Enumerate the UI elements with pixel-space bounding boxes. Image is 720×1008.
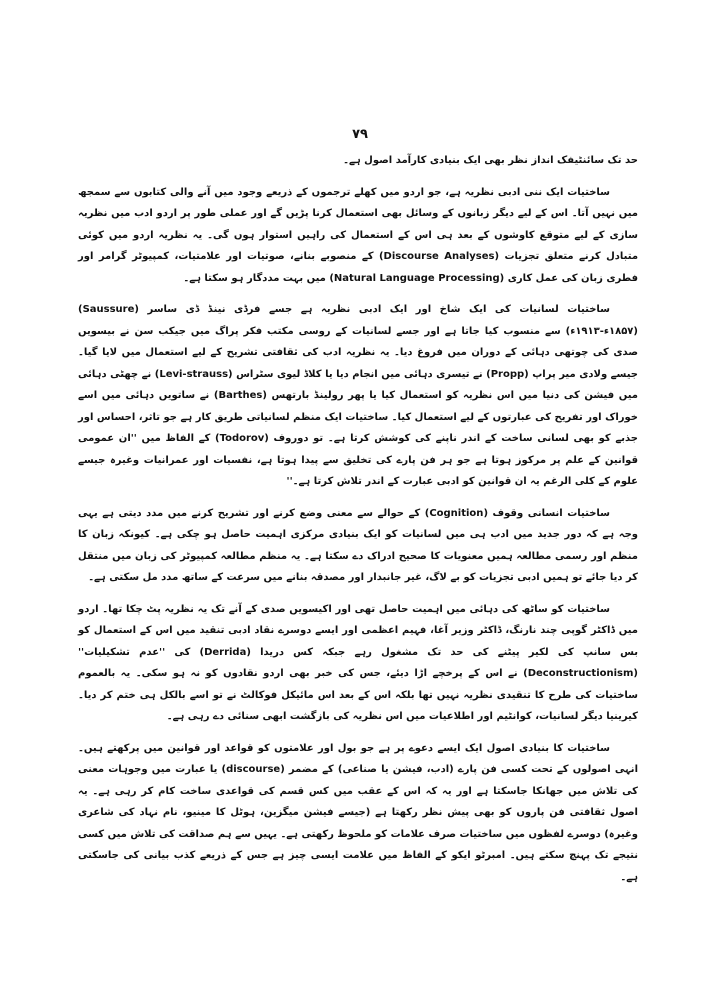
paragraph-sixties: ساختیات کو ساٹھ کی دہائی میں اہمیت حاصل تھی اور اکیسویں صدی کے آنے تک یہ نظریہ پٹ چکا تھا۔ اردو میں ڈاکٹر گوپی چند نارنگ، ڈاکٹر وزیر آغا، فہیم اعظمی اور ایسے دوسرے نقاد ادبی تنقید میں اس کے استعمال کو بس سانپ کی لکیر پیٹنے کی حد تک مشغول رہے جبکہ کس دریدا (Derrida) کی ''عدم تشکیلیات'' (Deconstructionism) نے اس کے پرخچے اڑا دیئے، جس کی خبر بھی اردو نقادوں کو نہ ہو سکی۔ یہ بالعموم ساختیات کی طرح کا تنقیدی نظریہ نہیں تھا بلکہ اس کے بعد اس مائیکل فوکالٹ نے تو اسے بالکل ہی ختم کر دیا۔ کیرینیا دیگر لسانیات، کوانٹیم اور اطلاعیات میں اس نظریہ کی بازگشت ابھی سنائی دے رہی ہے۔ <box>78 603 638 722</box>
page-number: ۷۹ <box>352 127 368 142</box>
paragraph-continuation: حد تک سائنٹیفک انداز نظر بھی ایک بنیادی کارآمد اصول ہے۔ <box>343 155 638 166</box>
paragraph-basic-principle: ساختیات کا بنیادی اصول ایک ایسے دعوے پر ہے جو بول اور علامتوں کو قواعد اور قوانین میں پرکھتے ہیں۔ انہی اصولوں کے تحت کسی فن پارے (ادب، فیشن یا صناعی) کے مضمر (discourse) یا عبارت میں وجوہات معنی کی تلاش میں جھانکا جاسکتا ہے اور یہ کہ اس کے عقب میں کس قسم کی قواعدی ساخت کام کر رہی ہے۔ یہ اصول ثقافتی فن پاروں کو بھی پیش نظر رکھتا ہے (جیسے فیشن میگزین، ہوٹل کا مینیو، نام نہاد کی شاعری وغیرہ) دوسرے لفظوں میں ساختیات صرف علامات کو ملحوظ رکھتی ہے۔ یہیں سے ہم صداقت کی تلاش میں کسی نتیجے تک پہنچ سکتے ہیں۔ امبرٹو ایکو کے الفاظ میں علامت ایسی چیز ہے جس کے ذریعے کذب بیانی کی جاسکتی ہے۔ <box>78 742 638 883</box>
page-body <box>78 150 638 898</box>
paragraph-structuralism-intro: ساختیات ایک ننی ادبی نظریہ ہے، جو اردو میں کھلے ترجموں کے ذریعے وجود میں آنے والی کتابوں سے سمجھ میں نہیں آتا۔ اس کے لیے دیگر زبانوں کے وسائل بھی استعمال کرنا پڑیں گے اور عملی طور پر اردو ادب میں نظریہ سازی کے لیے متوقع کاوشوں کے بعد ہی اس کے استعمال کی راہیں استوار ہوں گی۔ یہ نظریہ اردو میں کوئی متبادل کرنے متعلق تجزیات (Discourse Analyses) کے منصوبے بنانے، صوتیات اور علامتیات، کمپیوٹر گرامر اور فطری زبان کی عمل کاری (Natural Language Processing) میں بہت مددگار ہو سکتا ہے۔ <box>78 186 639 284</box>
paragraph-cognition: ساختیات انسانی وقوف (Cognition) کے حوالے سے معنی وضع کرنے اور تشریح کرنے میں مدد دیتی ہے یہی وجہ ہے کہ دور جدید میں ادب ہی میں لسانیات کو ایک بنیادی مرکزی اہمیت حاصل ہو چکی ہے۔ کیونکہ زبان کا منظم اور رسمی مطالعہ ہمیں معنویات کا صحیح ادراک دے سکتا ہے۔ یہ منظم مطالعہ کمپیوٹر کی زبان میں منتقل کر دیا جائے تو ہمیں ادبی تجزیات کو بے لاگ، غیر جانبدار اور مصدقہ بنانے میں سرعت کے ساتھ مدد مل سکتی ہے۔ <box>78 507 638 583</box>
paragraph-saussure: ساختیات لسانیات کی ایک شاخ اور ایک ادبی نظریہ ہے جسے فرڈی نینڈ ڈی ساسر (Saussure) (۱۸۵۷ء-۱۹۱۳ء) سے منسوب کیا جاتا ہے اور جسے لسانیات کے روسی مکتب فکر پراگ میں جیکب سن نے بیسویں صدی کی چوتھی دہائی کے دوران میں فروغ دیا۔ یہ نظریہ ادب کی ثقافتی تشریح کے لیے استعمال میں لایا گیا۔ جیسے ولادی میر پراپ (Propp) نے تیسری دہائی میں انجام دیا یا کلاڈ لیوی سٹراس (Levi-strauss) نے چھٹی دہائی میں فیشن کی دنیا میں اس نظریہ کو استعمال کیا یا پھر رولینڈ بارتھس (Barthes) نے ساتویں دہائی میں اسے خوراک اور تفریح کی عبارتوں کے لیے استعمال کیا۔ ساختیات ایک منظم لسانیاتی طریق کار ہے جو تاثر، احساس اور جذبے کو بھی لسانی ساخت کے اندر ناپنے کی کوشش کرتا ہے۔ تو دوروف (Todorov) کے الفاظ میں ''ان عمومی قوانین کے علم پر مرکوز ہوتا ہے جو ہر فن پارے کی تخلیق سے پیدا ہوتا ہے، نفسیات اور عمرانیات وغیرہ جیسے علوم کے کلی الرغم یہ ان قوانین کو ادبی عبارت کے اندر تلاش کرتا ہے۔'' <box>78 304 638 487</box>
